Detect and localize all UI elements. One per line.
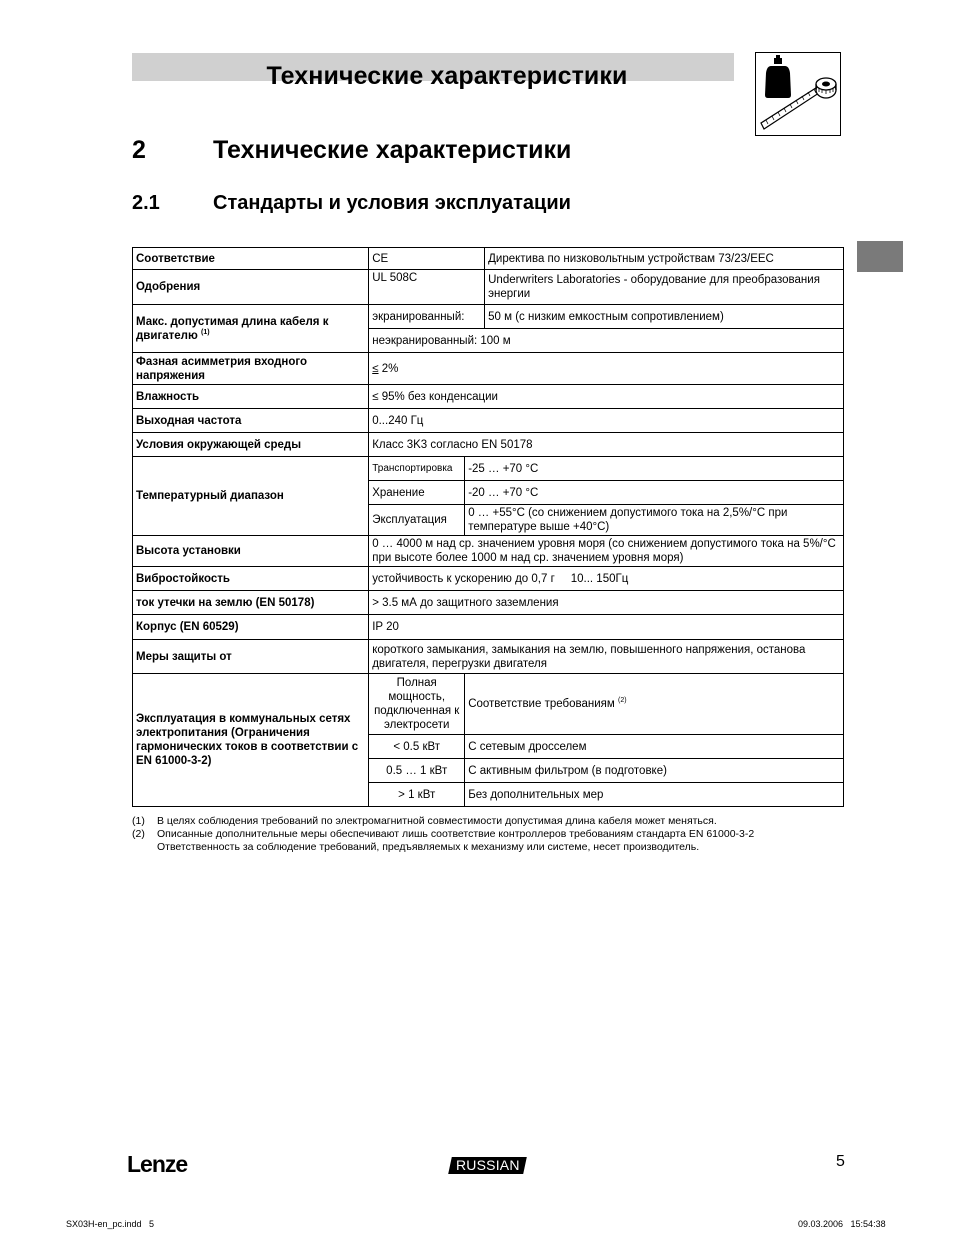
lenze-logo: Lenze (127, 1151, 188, 1177)
table-row (133, 591, 844, 615)
row-value: неэкранированный: 100 м (369, 329, 844, 353)
table-row (133, 385, 844, 409)
table-row (133, 353, 844, 385)
row-label: Влажность (133, 385, 369, 409)
table-row (133, 248, 844, 270)
row-label: Условия окружающей среды (133, 433, 369, 457)
row-label (133, 305, 369, 353)
subsection-title: Стандарты и условия эксплуатации (213, 192, 571, 214)
power-header: Полная мощность, подключенная к электросети (369, 674, 465, 735)
subsection-number: 2.1 (132, 192, 160, 214)
temp-sub-label: Хранение (369, 481, 465, 505)
temp-sub-label: Транспортировка (369, 457, 465, 481)
phase-value: 2% (378, 362, 399, 375)
power-cell: < 0.5 кВт (369, 735, 465, 759)
row-value: 0...240 Гц (369, 409, 844, 433)
row-label: Выходная частота (133, 409, 369, 433)
table-row (133, 305, 844, 329)
row-value: UL 508C (369, 270, 485, 305)
language-badge (448, 1157, 527, 1174)
row-value: > 3.5 мА до защитного заземления (369, 591, 844, 615)
temp-sub-value: -20 … +70 °C (465, 481, 844, 505)
table-row (133, 409, 844, 433)
footnote-item (132, 828, 832, 841)
section-number: 2 (132, 136, 146, 164)
footnote-ref: (2) (617, 697, 627, 704)
footnote-text: В целях соблюдения требований по электромагнитной совместимости допустимая длина кабеля может меняться. (157, 815, 717, 827)
row-value: 0 … 4000 м над ср. значением уровня моря (со снижением допустимого тока на 5%/°C при высоте более 1000 м над ср. значением уровня моря) (369, 536, 844, 567)
row-label: Высота установки (133, 536, 369, 567)
table-row (133, 433, 844, 457)
row-label: Одобрения (133, 270, 369, 305)
footnotes (132, 815, 832, 854)
req-header-text: Соответствие требованиям (468, 698, 615, 710)
temp-sub-label: Эксплуатация (369, 505, 465, 536)
req-cell: С сетевым дросселем (465, 735, 844, 759)
le-symbol: ≤ (372, 362, 379, 375)
table-row (133, 270, 844, 305)
print-slug-file: SX03H-en_pc.indd 5 (66, 1219, 155, 1229)
row-label: Меры защиты от (133, 640, 369, 674)
row-label: Фазная асимметрия входного напряжения (133, 353, 369, 385)
header-title: Технические характеристики (266, 62, 628, 90)
side-tab-marker (857, 241, 903, 272)
footnote-number: (2) (132, 828, 145, 840)
temp-sub-value: -25 … +70 °C (465, 457, 844, 481)
row-desc: Директива по низковольтным устройствам 73/23/EEC (485, 248, 844, 270)
temp-sub-value: 0 … +55°C (со снижением допустимого тока на 2,5%/°C при температуре выше +40°C) (465, 505, 844, 536)
row-value: экранированный: (369, 305, 485, 329)
table-row (133, 674, 844, 735)
row-label: Температурный диапазон (133, 457, 369, 536)
weight-and-tape-measure-icon (755, 52, 841, 136)
row-label: Соответствие (133, 248, 369, 270)
cable-label-text: Макс. допустимая длина кабеля к двигателю (136, 315, 329, 342)
power-cell: 0.5 … 1 кВт (369, 759, 465, 783)
table-row (133, 640, 844, 674)
row-label: Эксплуатация в коммунальных сетях электропитания (Ограничения гармонических токов в соответствии с EN 61000-3-2) (133, 674, 369, 807)
section-title: Технические характеристики (213, 136, 572, 164)
table-row (133, 457, 844, 481)
req-cell: Без дополнительных мер (465, 783, 844, 807)
row-label: Корпус (EN 60529) (133, 615, 369, 640)
footnote-text: Описанные дополнительные меры обеспечивают лишь соответствие контроллеров требованиям стандарта EN 61000-3-2 (157, 828, 755, 840)
footnote-continuation: Ответственность за соблюдение требований, предъявляемых к механизму или системе, несет производитель. (157, 841, 700, 853)
row-label: ток утечки на землю (EN 50178) (133, 591, 369, 615)
footnote-ref: (1) (200, 328, 210, 336)
power-cell: > 1 кВт (369, 783, 465, 807)
req-cell: С активным фильтром (в подготовке) (465, 759, 844, 783)
row-value: ≤ 95% без конденсации (369, 385, 844, 409)
spec-table (132, 247, 844, 807)
row-value: устойчивость к ускорению до 0,7 г 10... 150Гц (369, 567, 844, 591)
table-row (133, 567, 844, 591)
table-row (133, 536, 844, 567)
footnote-number: (1) (132, 815, 145, 827)
footnote-item (132, 815, 832, 828)
row-label: Вибростойкость (133, 567, 369, 591)
row-value: короткого замыкания, замыкания на землю, повышенного напряжения, останова двигателя, перегрузки двигателя (369, 640, 844, 674)
print-slug-date: 09.03.2006 15:54:38 (798, 1219, 886, 1229)
row-desc: Underwriters Laboratories - оборудование для преобразования энергии (485, 270, 844, 305)
table-row (133, 615, 844, 640)
row-value (369, 353, 844, 385)
row-desc: 50 м (с низким емкостным сопротивлением) (485, 305, 844, 329)
language-text: RUSSIAN (455, 1157, 520, 1173)
row-value: IP 20 (369, 615, 844, 640)
row-value: Класс 3K3 согласно EN 50178 (369, 433, 844, 457)
page-number: 5 (836, 1153, 845, 1170)
req-header (465, 674, 844, 735)
row-value: CE (369, 248, 485, 270)
